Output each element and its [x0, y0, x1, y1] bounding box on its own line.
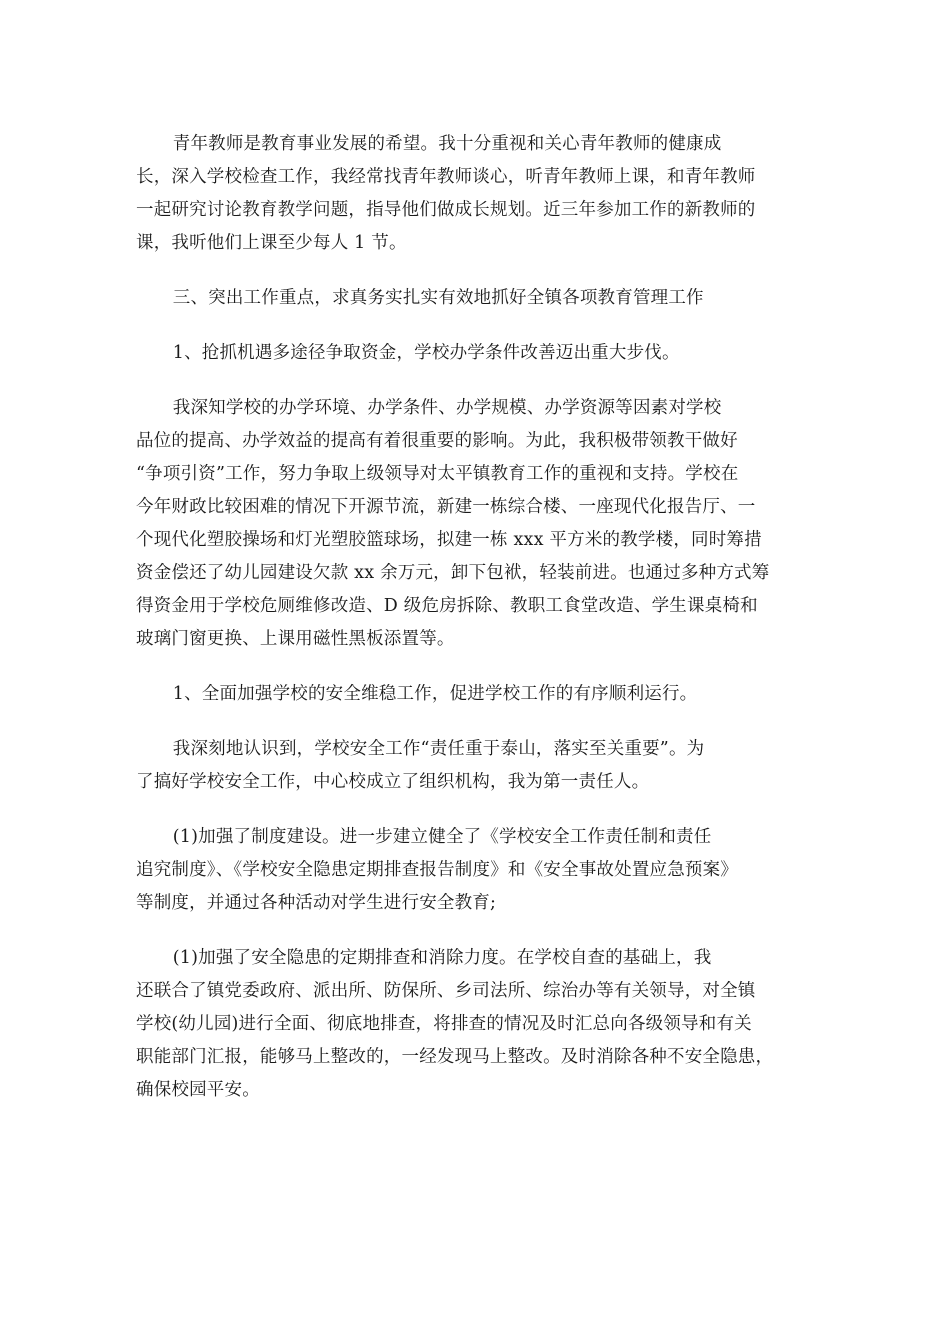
document-body — [136, 128, 826, 1129]
paragraph-system-building: (1)加强了制度建设。进一步建立健全了《学校安全工作责任制和责任 追究制度》、《学校安全隐患定期排查报告制度》和《安全事故处置应急预案》 等制度，并通过各种活动对学生进行安全教育; — [136, 827, 738, 913]
paragraph-hazard-inspection: (1)加强了安全隐患的定期排查和消除力度。在学校自查的基础上，我 还联合了镇党委政府、派出所、防保所、乡司法所、综治办等有关领导，对全镇 学校(幼儿园)进行全面、彻底地排查，将排查的情况及时汇总向各级领导和有关 职能部门汇报，能够马上整改的，一经发现马上整改。及时消除各种不安全隐患， 确保校园平安。 — [136, 948, 774, 1100]
paragraph-safety-responsibility: 我深刻地认识到，学校安全工作“责任重于泰山，落实至关重要”。为 了搞好学校安全工作，中心校成立了组织机构，我为第一责任人。 — [136, 739, 705, 792]
subheading-safety: 1、全面加强学校的安全维稳工作，促进学校工作的有序顺利运行。 — [172, 684, 698, 704]
paragraph-school-conditions: 我深知学校的办学环境、办学条件、办学规模、办学资源等因素对学校 品位的提高、办学效益的提高有着很重要的影响。为此，我积极带领教干做好 “争项引资”工作，努力争取上级领导对太平镇教育工作的重视和支持。学校在 今年财政比较困难的情况下开源节流，新建一栋综合楼、一座现代化报告厅、一 个现代化塑胶操场和灯光塑胶篮球场，拟建一栋 xxx 平方米的教学楼，同时筹措 资金偿还了幼儿园建设欠款 xx 余万元，卸下包袱，轻装前进。也通过多种方式筹 得资金用于学校危厕维修改造、D 级危房拆除、教职工食堂改造、学生课桌椅和 玻璃门窗更换、上课用磁性黑板添置等。 — [136, 398, 770, 649]
section-heading-three: 三、突出工作重点，求真务实扎实有效地抓好全镇各项教育管理工作 — [172, 288, 704, 308]
paragraph-young-teachers: 青年教师是教育事业发展的希望。我十分重视和关心青年教师的健康成 长，深入学校检查工作，我经常找青年教师谈心，听青年教师上课，和青年教师 一起研究讨论教育教学问题，指导他们做成长规划。近三年参加工作的新教师的 课，我听他们上课至少每人 1 节。 — [136, 134, 756, 253]
subheading-funding: 1、抢抓机遇多途径争取资金，学校办学条件改善迈出重大步伐。 — [172, 343, 680, 363]
